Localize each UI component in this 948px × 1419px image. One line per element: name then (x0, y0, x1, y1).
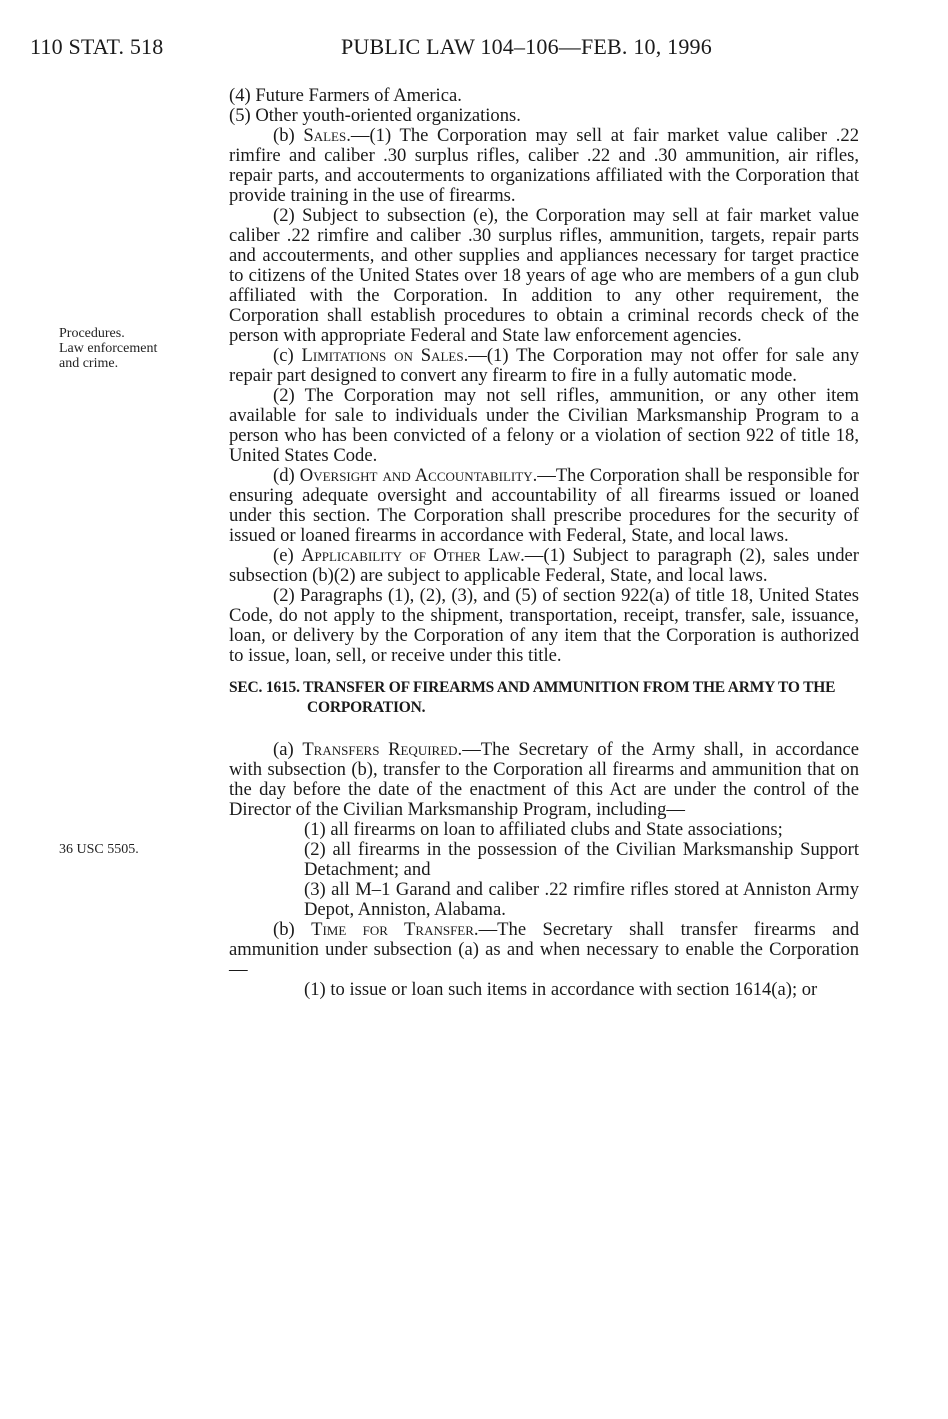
body-text (229, 86, 859, 1000)
paragraph-transfers-required (229, 740, 859, 820)
running-header (30, 34, 930, 64)
paragraph-subsection-d (229, 466, 859, 546)
paragraph-text: —(1) Subject to paragraph (2), sales under subsection (b)(2) are subject to applicable Federal, State, and local laws. (229, 545, 860, 586)
subsection-heading: Oversight and Accountability. (299, 465, 538, 486)
margin-note-line: Law enforcement (59, 341, 158, 356)
paragraph-subsection-e (229, 546, 859, 586)
paragraph: (5) Other youth-oriented organizations. (229, 105, 521, 126)
list-item: (1) all firearms on loan to affiliated clubs and State associations; (304, 819, 783, 840)
paragraph-text: —(1) The Corporation may not offer for sale any repair part designed to convert any firearm to fire in a fully automatic mode. (229, 345, 860, 386)
section-heading: SEC. 1615. TRANSFER OF FIREARMS AND AMMUNITION FROM THE ARMY TO THE CORPORATION. (229, 679, 836, 716)
margin-note-procedures (59, 326, 157, 371)
paragraph-label: (b) (273, 919, 312, 940)
list-item: (1) to issue or loan such items in accordance with section 1614(a); or (304, 979, 818, 1000)
paragraph-label: (e) (273, 545, 302, 566)
subsection-heading: Time for Transfer. (311, 919, 479, 940)
list-item: (2) all firearms in the possession of the Civilian Marksmanship Support Detachment; and (304, 839, 859, 880)
paragraph: (2) The Corporation may not sell rifles, ammunition, or any other item available for sale to individuals under the Civilian Marksmanship Program to a person who has been convicted of a felony or a violation of section 922 of title 18, United States Code. (229, 385, 859, 466)
margin-note-line: 36 USC 5505. (59, 842, 139, 857)
subsection-heading: Limitations on Sales. (301, 345, 469, 366)
margin-note-line: Procedures. (59, 326, 125, 341)
paragraph: (4) Future Farmers of America. (229, 85, 462, 106)
margin-note-line: and crime. (59, 356, 119, 371)
list-item: (3) all M–1 Garand and caliber .22 rimfire rifles stored at Anniston Army Depot, Anniston, Alabama. (304, 879, 859, 920)
subsection-heading: Applicability of Other Law. (301, 545, 525, 566)
paragraph-label: (b) (273, 125, 304, 146)
paragraph-text: —(1) The Corporation may sell at fair market value caliber .22 rimfire and caliber .30 surplus rifles, caliber .22 and .30 ammunition, air rifles, repair parts, and accouterments to organizations affiliated with the Corporation that provide training in the use of firearms. (229, 125, 859, 206)
paragraph-label: (d) (273, 465, 300, 486)
paragraph-subsection-b (229, 126, 859, 206)
law-title: PUBLIC LAW 104–106—FEB. 10, 1996 (341, 34, 712, 59)
subsection-heading: Sales. (303, 125, 351, 146)
paragraph: (2) Subject to subsection (e), the Corporation may sell at fair market value caliber .22 rimfire and caliber .30 surplus rifles, ammunition, targets, repair parts and accouterments, and other supplies and appliances necessary for target practice to citizens of the United States over 18 years of age who are members of a gun club affiliated with the Corporation. In addition to any other requirement, the Corporation shall establish procedures to obtain a criminal records check of the person with appropriate Federal and State law enforcement agencies. (229, 205, 859, 346)
paragraph-label: (c) (273, 345, 302, 366)
margin-note-usc (59, 842, 139, 857)
paragraph-text: —The Secretary of the Army shall, in accordance with subsection (b), transfer to the Corporation all firearms and ammunition that on the day before the date of the enactment of this Act are under the control of the Director of the Civilian Marksmanship Program, including— (229, 739, 859, 820)
paragraph-time-for-transfer (229, 920, 859, 980)
paragraph-label: (a) (273, 739, 303, 760)
paragraph-text: —The Secretary shall transfer firearms and ammunition under subsection (a) as and when necessary to enable the Corporation— (229, 919, 859, 980)
paragraph-subsection-c (229, 346, 859, 386)
subsection-heading: Transfers Required. (302, 739, 463, 760)
paragraph: (2) Paragraphs (1), (2), (3), and (5) of section 922(a) of title 18, United States Code, do not apply to the shipment, transportation, receipt, transfer, sale, issuance, loan, or delivery by the Corporation of any item that the Corporation is authorized to issue, loan, sell, or receive under this title. (229, 585, 859, 666)
paragraph-text: —The Corporation shall be responsible for ensuring adequate oversight and accountability of all firearms issued or loaned under this section. The Corporation shall prescribe procedures for the security of issued or loaned firearms in accordance with Federal, State, and local laws. (229, 465, 859, 546)
statute-citation: 110 STAT. 518 (30, 34, 164, 59)
